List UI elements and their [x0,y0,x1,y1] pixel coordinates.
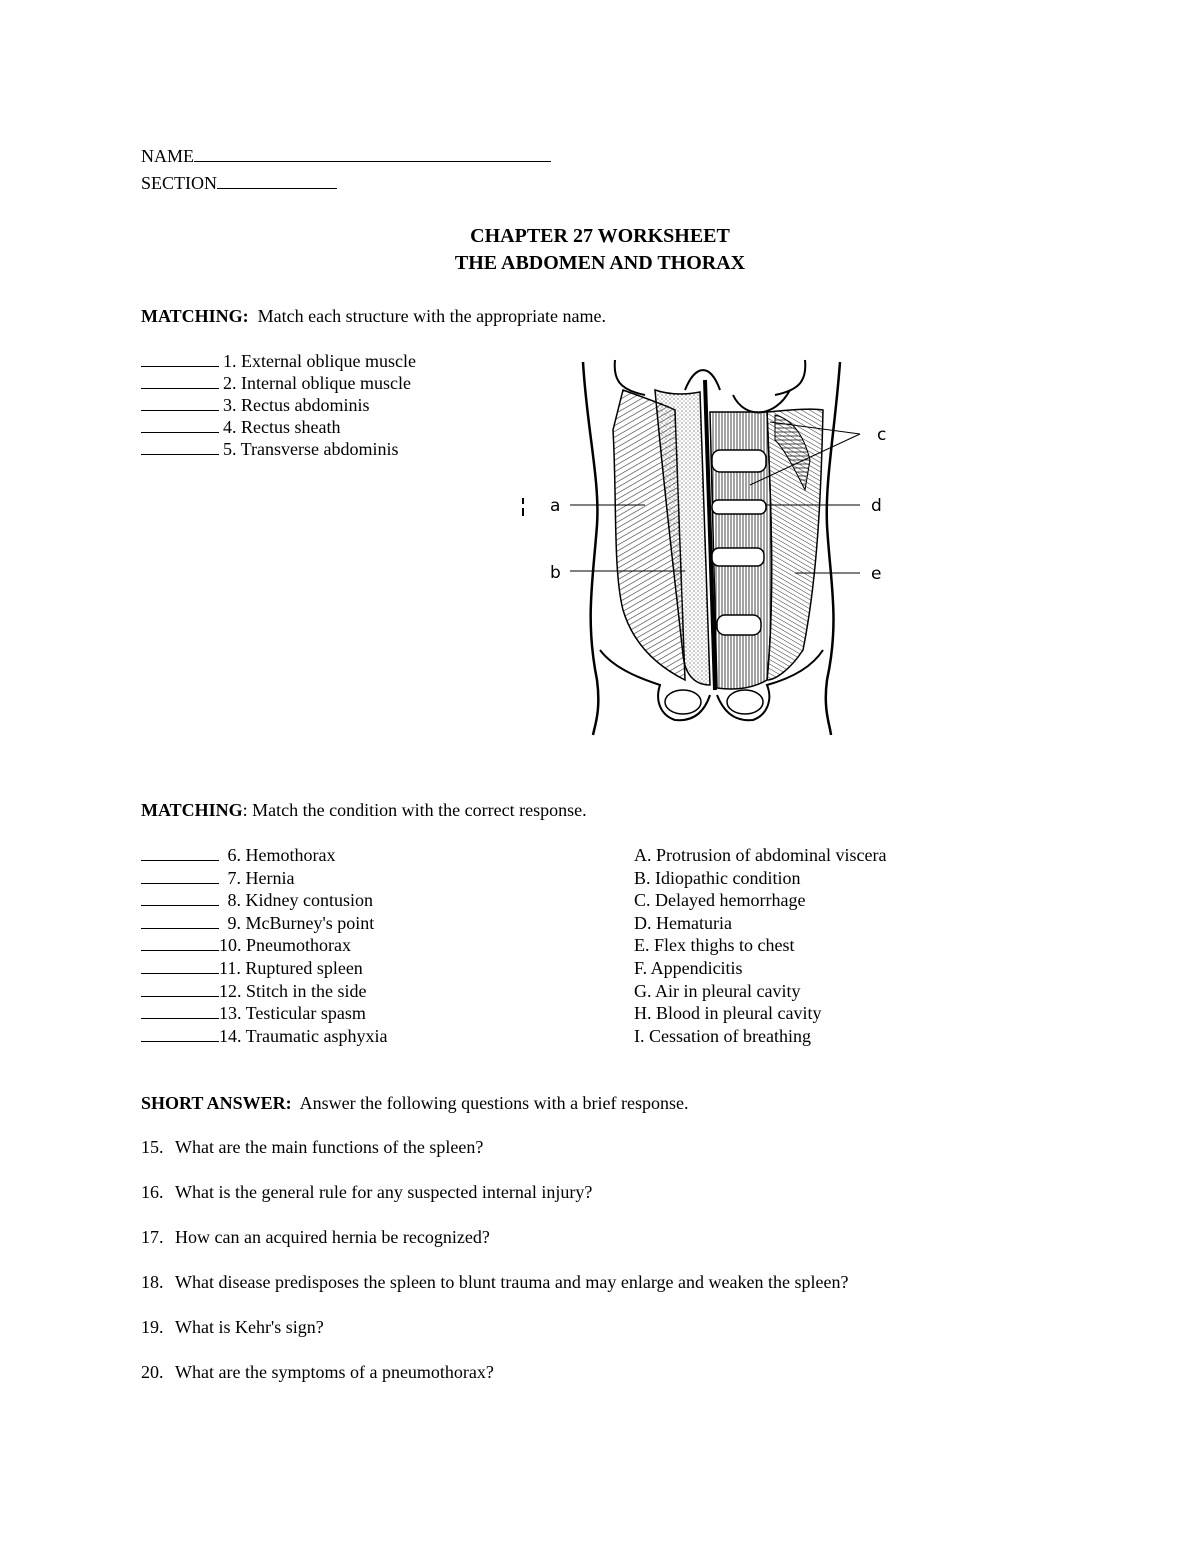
response-item: C. Delayed hemorrhage [634,890,806,911]
body-outline-right [826,362,840,735]
answer-blank[interactable] [141,889,219,906]
response-item: H. Blood in pleural cavity [634,1003,822,1024]
answer-blank[interactable] [141,867,219,884]
abdominal-muscles-diagram [505,350,905,740]
question-number: 18. [141,1272,164,1292]
question-number: 19. [141,1317,164,1337]
list-item: 9. McBurney's point [141,912,388,935]
question-number: 15. [141,1137,164,1157]
answer-blank[interactable] [141,934,219,951]
diagram-label-c: c [877,425,887,445]
question-text: What is Kehr's sign? [175,1317,324,1337]
answer-blank[interactable] [141,957,219,974]
matching2-instruction: : Match the condition with the correct response. [242,800,587,820]
answer-blank[interactable] [141,372,219,389]
response-item: B. Idiopathic condition [634,867,801,888]
answer-blank[interactable] [141,980,219,997]
matching2-list [141,844,388,1047]
response-item: F. Appendicitis [634,957,743,978]
matching1-heading-label: MATCHING: [141,306,249,326]
question-text: What are the symptoms of a pneumothorax? [175,1362,494,1382]
response-item: G. Air in pleural cavity [634,980,801,1001]
body-outline-left [583,362,598,735]
question-18 [141,1271,848,1293]
answer-blank[interactable] [141,394,219,411]
question-number: 16. [141,1182,164,1202]
list-item: 13. Testicular spasm [141,1002,388,1025]
short-answer-heading [141,1092,689,1114]
short-answer-instruction: Answer the following questions with a brief response. [299,1093,689,1113]
diagram-label-d: d [871,496,882,516]
response-item: D. Hematuria [634,912,732,933]
list-item: 5. Transverse abdominis [141,438,416,460]
matching2-responses [634,844,886,1047]
diagram-label-e: e [871,564,882,584]
answer-blank[interactable] [141,1025,219,1042]
question-number: 20. [141,1362,164,1382]
list-item: 11. Ruptured spleen [141,957,388,980]
answer-blank[interactable] [141,416,219,433]
list-item: 12. Stitch in the side [141,980,388,1003]
matching2-heading-label: MATCHING [141,800,243,820]
matching1-instruction: Match each structure with the appropriate name. [257,306,607,326]
worksheet-subtitle: THE ABDOMEN AND THORAX [454,252,746,274]
list-item: 14. Traumatic asphyxia [141,1025,388,1048]
question-19 [141,1316,324,1338]
question-text: What disease predisposes the spleen to blunt trauma and may enlarge and weaken the spleen? [175,1272,849,1292]
matching1-heading [141,305,606,327]
question-text: What is the general rule for any suspected internal injury? [175,1182,593,1202]
question-text: How can an acquired hernia be recognized? [175,1227,490,1247]
answer-blank[interactable] [141,844,219,861]
response-item: A. Protrusion of abdominal viscera [634,845,887,865]
section-field[interactable] [217,171,337,189]
worksheet-title: CHAPTER 27 WORKSHEET [470,225,730,247]
list-item: 7. Hernia [141,867,388,890]
question-text: What are the main functions of the spleen? [175,1137,484,1157]
matching2-heading [141,799,587,821]
section-line [141,171,337,194]
list-item: 4. Rectus sheath [141,416,416,438]
response-item: E. Flex thighs to chest [634,935,795,956]
answer-blank[interactable] [141,1002,219,1019]
answer-blank[interactable] [141,912,219,929]
list-item: 3. Rectus abdominis [141,394,416,416]
list-item: 2. Internal oblique muscle [141,372,416,394]
response-item: I. Cessation of breathing [634,1025,811,1046]
question-15 [141,1136,483,1158]
list-item: 8. Kidney contusion [141,889,388,912]
list-item: 6. Hemothorax [141,844,388,867]
name-line [141,144,551,167]
list-item: 10. Pneumothorax [141,934,388,957]
diagram-label-a: a [550,496,561,516]
answer-blank[interactable] [141,438,219,455]
question-20 [141,1361,494,1383]
answer-blank[interactable] [141,350,219,367]
matching1-list [141,350,416,460]
short-answer-heading-label: SHORT ANSWER: [141,1093,292,1113]
name-label: NAME [141,146,194,166]
question-17 [141,1226,490,1248]
list-item: 1. External oblique muscle [141,350,416,372]
section-label: SECTION [141,173,217,193]
question-number: 17. [141,1227,164,1247]
name-field[interactable] [194,144,551,162]
question-16 [141,1181,592,1203]
diagram-label-b: b [550,563,561,583]
